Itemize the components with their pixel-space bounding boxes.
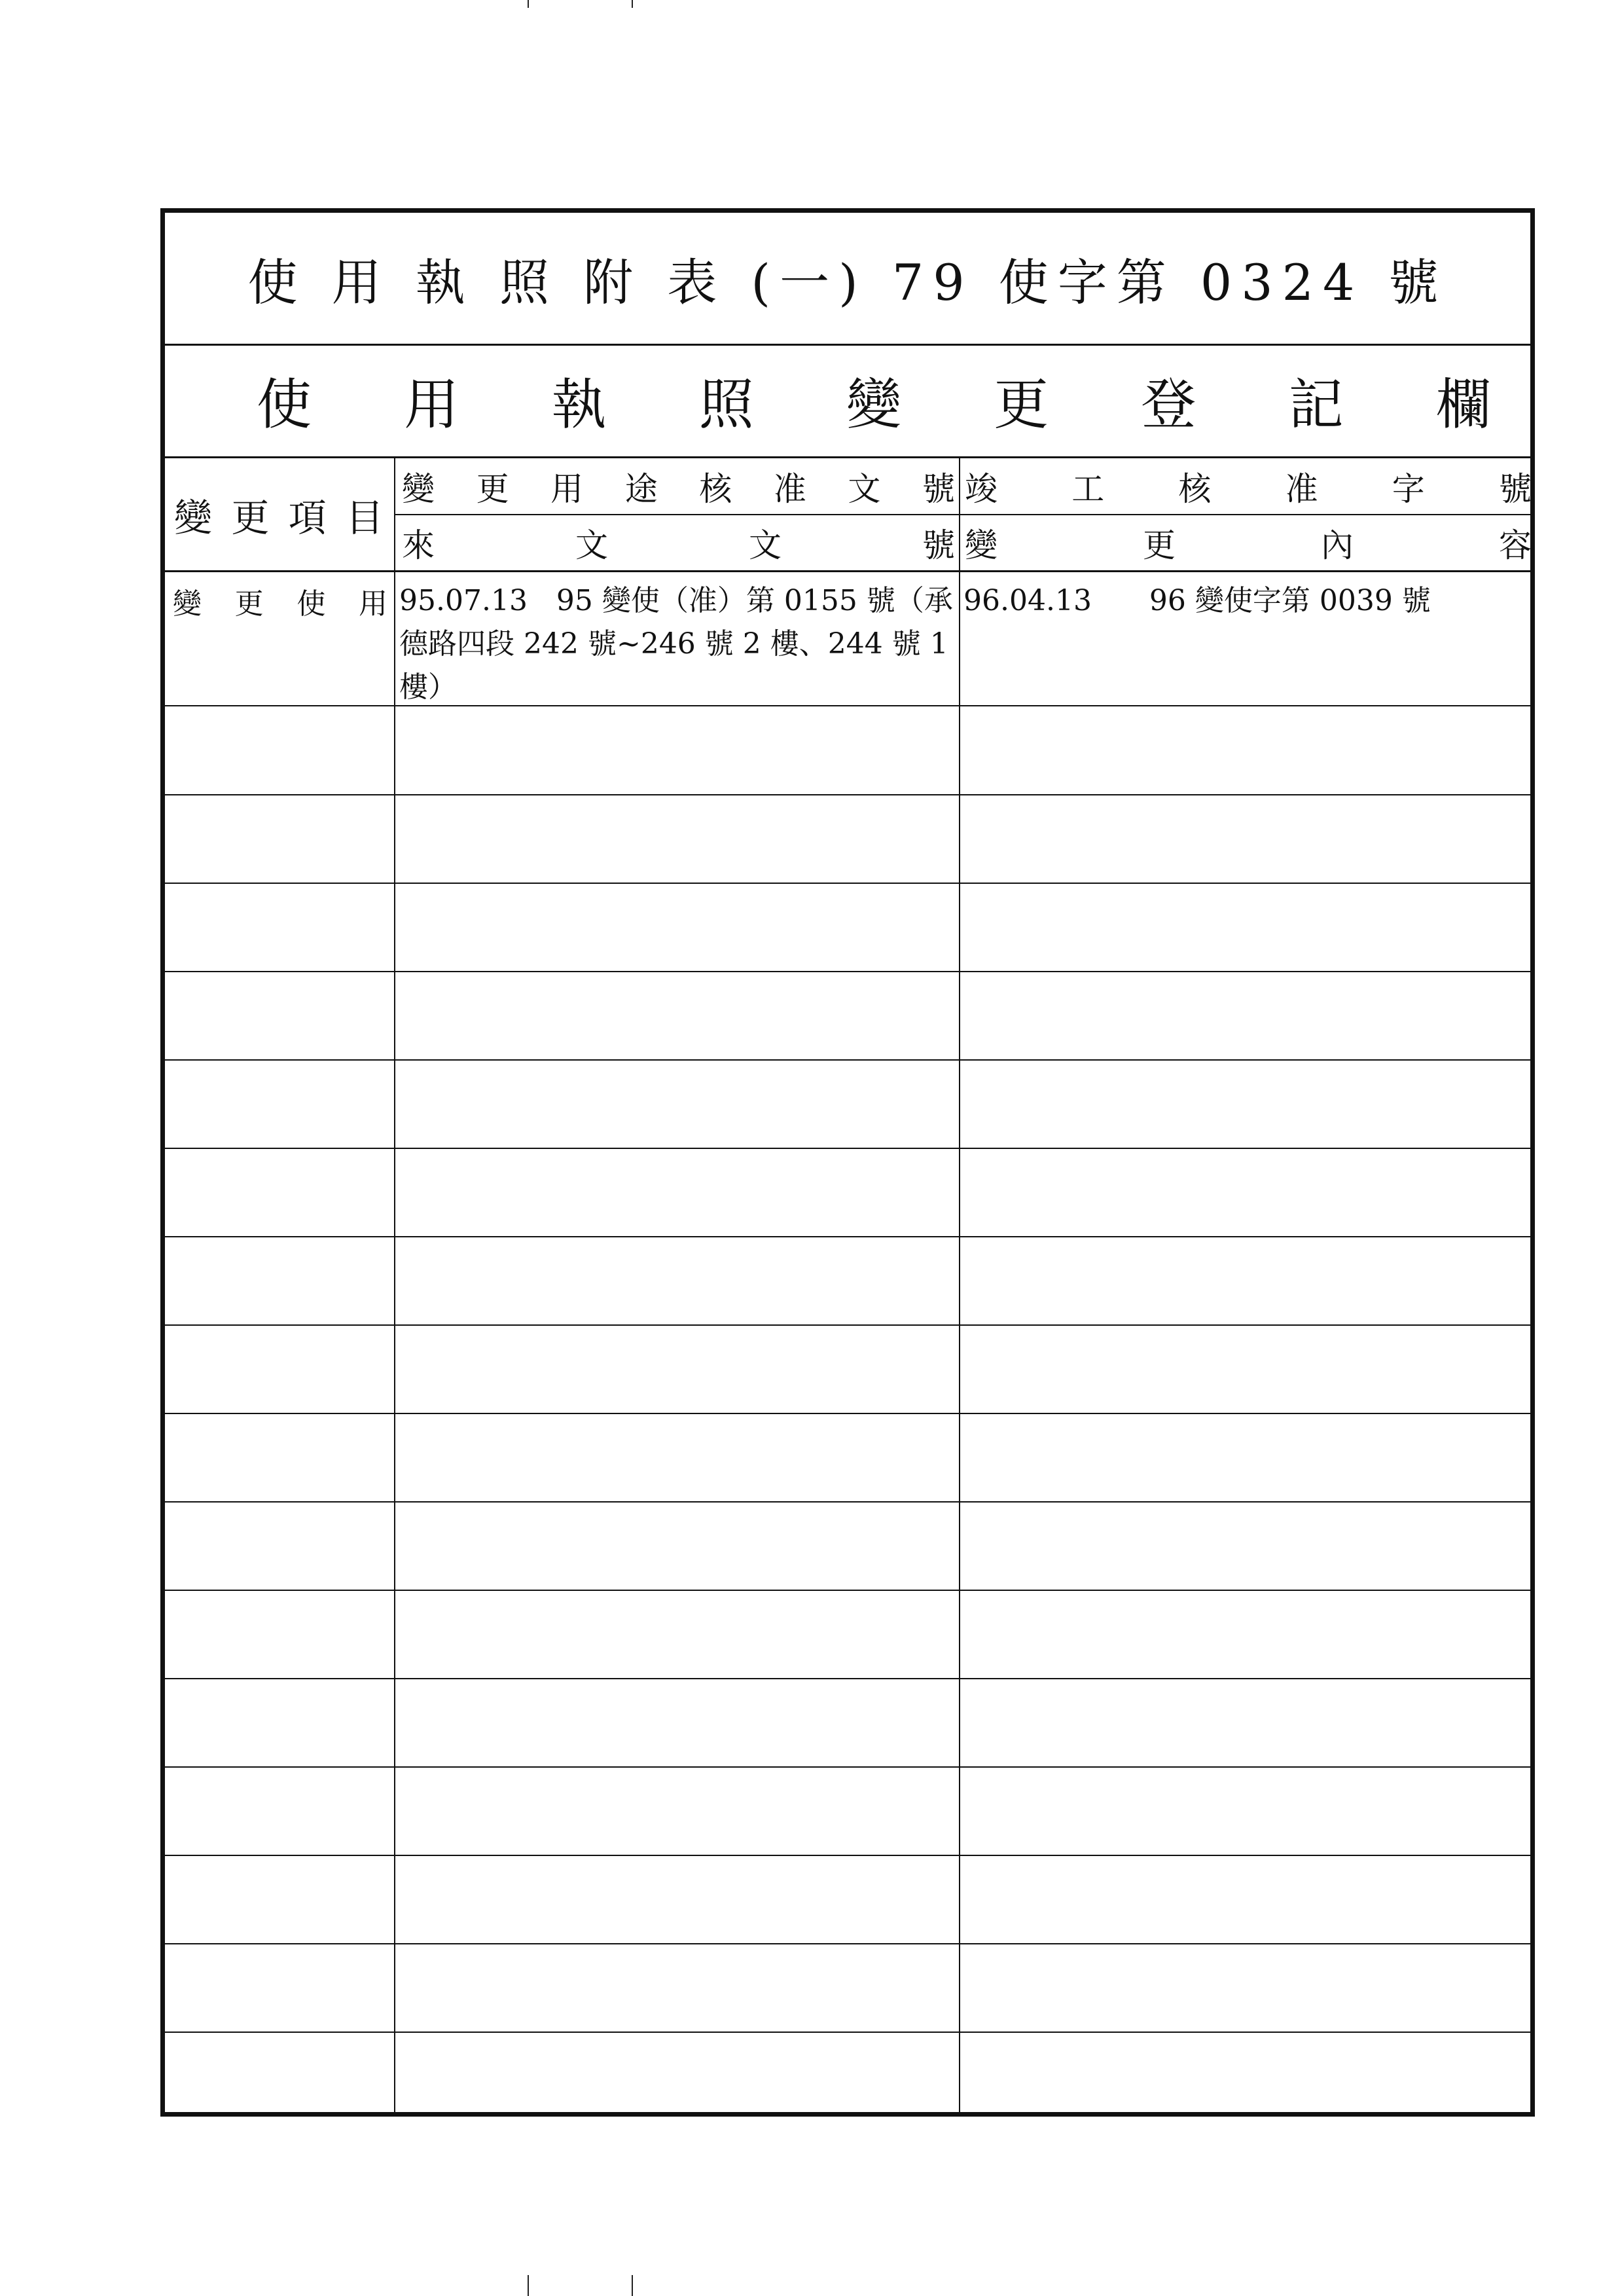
rule-col-2 xyxy=(959,456,960,2112)
section-title-char: 更 xyxy=(994,372,1049,437)
header-char: 文 xyxy=(848,469,881,508)
rule-row xyxy=(165,2032,1530,2033)
header-char: 更 xyxy=(231,495,270,540)
header-char: 文 xyxy=(749,526,782,564)
header-char: 核 xyxy=(1178,469,1212,508)
header-char: 准 xyxy=(1285,469,1318,508)
header-char: 核 xyxy=(699,469,732,508)
registration-table xyxy=(160,208,1535,2117)
crop-mark xyxy=(528,0,529,8)
header-char: 途 xyxy=(624,469,658,508)
rule-row xyxy=(165,1678,1530,1679)
header-char: 竣 xyxy=(965,469,998,508)
header-char: 更 xyxy=(476,469,509,508)
row-completion-text: 96.04.13 96 變使字第 0039 號 xyxy=(963,584,1431,617)
section-title-char: 用 xyxy=(404,372,459,437)
header-approval-no xyxy=(402,458,955,514)
header-change-content xyxy=(965,515,1532,570)
rule-row xyxy=(165,1590,1530,1591)
rule-row xyxy=(165,1501,1530,1503)
crop-mark xyxy=(528,2275,529,2296)
crop-mark xyxy=(632,0,633,8)
header-char: 變 xyxy=(965,526,998,564)
rule-row xyxy=(165,1148,1530,1149)
header-char: 號 xyxy=(922,469,955,508)
header-incoming-no xyxy=(402,515,955,570)
header-char: 目 xyxy=(345,495,384,540)
rule-row xyxy=(165,1413,1530,1414)
header-char: 用 xyxy=(550,469,584,508)
section-title-char: 執 xyxy=(551,372,607,437)
header-char: 文 xyxy=(575,526,608,564)
header-char: 准 xyxy=(773,469,806,508)
section-title xyxy=(257,344,1491,456)
rule-row xyxy=(165,971,1530,972)
rule-header-bottom xyxy=(165,570,1530,572)
crop-mark xyxy=(632,2275,633,2296)
header-char: 項 xyxy=(288,495,327,540)
row-item-char: 用 xyxy=(358,587,387,621)
header-char: 工 xyxy=(1071,469,1105,508)
header-char: 變 xyxy=(174,495,213,540)
header-change-item xyxy=(174,458,384,570)
row-item-char: 使 xyxy=(297,587,326,621)
rule-row xyxy=(165,1766,1530,1768)
rule-row xyxy=(165,794,1530,795)
header-char: 變 xyxy=(402,469,435,508)
rule-row xyxy=(165,1059,1530,1061)
header-char: 字 xyxy=(1392,469,1425,508)
header-char: 內 xyxy=(1321,526,1354,564)
header-char: 號 xyxy=(922,526,955,564)
rule-row xyxy=(165,1855,1530,1856)
section-title-char: 欄 xyxy=(1435,372,1491,437)
row-item xyxy=(173,579,387,623)
section-title-char: 使 xyxy=(257,372,312,437)
row-item-char: 更 xyxy=(234,587,264,621)
section-title-char: 照 xyxy=(698,372,754,437)
header-char: 容 xyxy=(1499,526,1532,564)
section-title-char: 登 xyxy=(1141,372,1196,437)
section-title-char: 變 xyxy=(846,372,901,437)
rule-row xyxy=(165,883,1530,884)
rule-row xyxy=(165,1236,1530,1237)
section-title-char: 記 xyxy=(1288,372,1344,437)
page-title: 使 用 執 照 附 表 (一) 79 使字第 0324 號 xyxy=(247,253,1448,312)
rule-row xyxy=(165,1324,1530,1326)
row-item-char: 變 xyxy=(173,587,202,621)
rule-col-1 xyxy=(394,456,395,2112)
header-completion-no xyxy=(965,458,1532,514)
row-approval-text: 95.07.13 95 變使（准）第 0155 號（承德路四段 242 號~246 號 2 樓、244 號 1 樓） xyxy=(399,584,953,704)
rule-row xyxy=(165,1943,1530,1944)
header-char: 號 xyxy=(1498,469,1532,508)
header-char: 來 xyxy=(402,526,435,564)
header-char: 更 xyxy=(1143,526,1176,564)
